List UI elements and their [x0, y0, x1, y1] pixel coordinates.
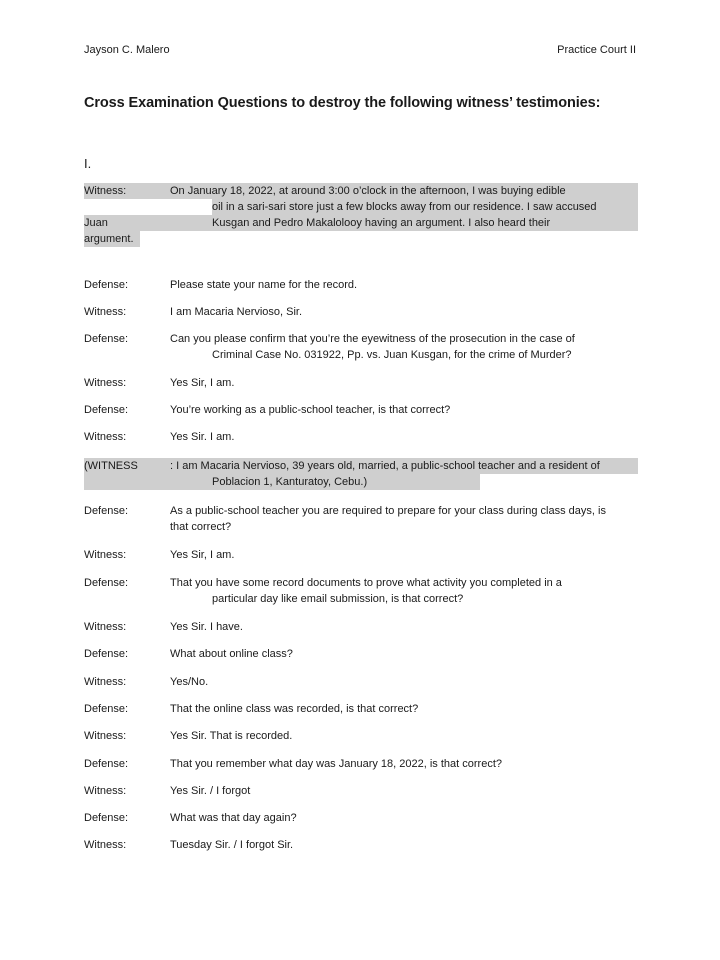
dialogue-text: : I am Macaria Nervioso, 39 years old, married, a public-school teacher and a resident of [170, 460, 600, 472]
speaker-label: Witness: [84, 431, 127, 443]
dialogue-text: What was that day again? [170, 812, 297, 824]
dialogue-text: Yes Sir, I am. [170, 377, 235, 389]
speaker-label: Witness: [84, 621, 127, 633]
dialogue-continuation: particular day like email submission, is that correct? [212, 593, 464, 605]
header-author: Jayson C. Malero [84, 44, 170, 56]
statement-line-3: Kusgan and Pedro Makalolooy having an argument. I also heard their [212, 217, 551, 229]
speaker-label: Witness: [84, 549, 127, 561]
speaker-label: Defense: [84, 758, 129, 770]
speaker-label: Defense: [84, 333, 129, 345]
dialogue-text: Yes Sir. That is recorded. [170, 730, 293, 742]
speaker-label: Defense: [84, 577, 129, 589]
dialogue-text: Please state your name for the record. [170, 279, 358, 291]
speaker-label: Witness: [84, 306, 127, 318]
dialogue-text: Yes Sir. I have. [170, 621, 243, 633]
dialogue-text: That you have some record documents to prove what activity you completed in a [170, 577, 562, 589]
statement-line-2: oil in a sari-sari store just a few blocks away from our residence. I saw accused [212, 199, 638, 215]
speaker-label: Defense: [84, 703, 129, 715]
statement-row-3 [84, 215, 638, 231]
dialogue-text: Yes Sir. / I forgot [170, 785, 251, 797]
dialogue-text: I am Macaria Nervioso, Sir. [170, 306, 303, 318]
dialogue-text: Yes/No. [170, 676, 209, 688]
speaker-label: Defense: [84, 648, 129, 660]
speaker-label: Defense: [84, 404, 129, 416]
dialogue-continuation: Criminal Case No. 031922, Pp. vs. Juan Kusgan, for the crime of Murder? [212, 349, 572, 361]
statement-row-1 [84, 183, 638, 199]
statement-line-1: On January 18, 2022, at around 3:00 o’clock in the afternoon, I was buying edible [170, 185, 566, 197]
dialogue-text: What about online class? [170, 648, 293, 660]
dialogue-text: That the online class was recorded, is that correct? [170, 703, 419, 715]
section-number: I. [84, 156, 92, 171]
speaker-label: Witness: [84, 785, 127, 797]
statement-row-4 [84, 231, 638, 247]
speaker-label: Witness: [84, 730, 127, 742]
dialogue-text: Yes Sir. I am. [170, 431, 235, 443]
dialogue-text: Tuesday Sir. / I forgot Sir. [170, 839, 294, 851]
dialogue-text: As a public-school teacher you are required to prepare for your class during class days, is [170, 505, 606, 517]
statement-line-4: argument. [84, 231, 140, 247]
statement-label: Witness: [84, 185, 127, 197]
speaker-label: Defense: [84, 279, 129, 291]
speaker-label: Defense: [84, 812, 129, 824]
dialogue-continuation: that correct? [170, 521, 232, 533]
speaker-label: Witness: [84, 839, 127, 851]
dialogue-text: You’re working as a public-school teacher, is that correct? [170, 404, 451, 416]
speaker-label: Defense: [84, 505, 129, 517]
dialogue-continuation: Poblacion 1, Kanturatoy, Cebu.) [212, 476, 368, 488]
witness-note [84, 458, 638, 474]
page-title: Cross Examination Questions to destroy the following witness’ testimonies: [84, 95, 601, 111]
speaker-label: Witness: [84, 676, 127, 688]
dialogue-text: Yes Sir, I am. [170, 549, 235, 561]
speaker-label: (WITNESS [84, 460, 138, 472]
speaker-label: Witness: [84, 377, 127, 389]
witness-statement [84, 183, 638, 247]
dialogue-text: That you remember what day was January 18, 2022, is that correct? [170, 758, 502, 770]
statement-row-2 [84, 199, 638, 215]
dialogue-text: Can you please confirm that you’re the eyewitness of the prosecution in the case of [170, 333, 575, 345]
statement-name-fragment: Juan [84, 217, 108, 229]
header-course: Practice Court II [557, 44, 636, 56]
witness-note-continuation [84, 474, 480, 490]
